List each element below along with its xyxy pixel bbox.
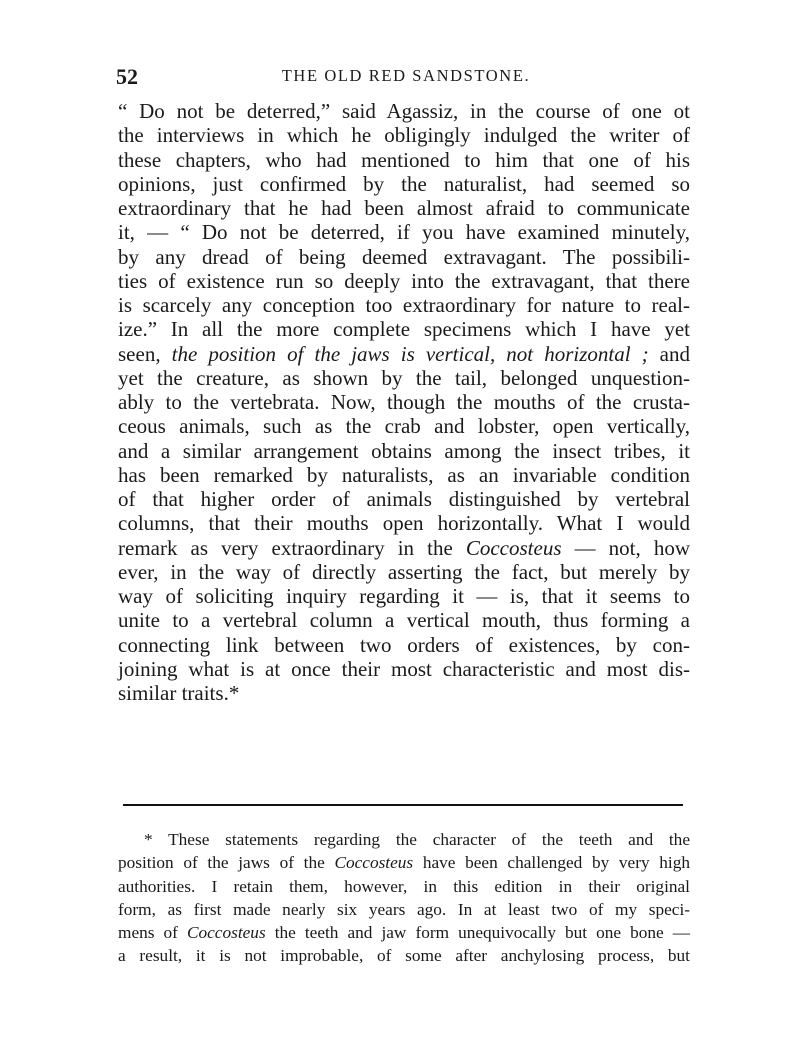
footnote-line <box>118 828 690 851</box>
text-run: and <box>648 341 690 366</box>
text-run: connecting link between two orders of existences, by con- <box>118 632 690 657</box>
body-line <box>118 317 690 341</box>
body-line <box>118 633 690 657</box>
body-line <box>118 269 690 293</box>
body-line <box>118 657 690 681</box>
footnote-line <box>118 921 690 944</box>
text-run: has been remarked by naturalists, as an invariable condition <box>118 462 690 487</box>
text-run: ize.” In all the more complete specimens which I have yet <box>118 317 690 342</box>
text-run: ties of existence run so deeply into the extravagant, that there <box>118 268 690 293</box>
body-line <box>118 342 690 366</box>
text-run: these chapters, who had mentioned to him that one of his <box>118 147 690 172</box>
text-run: authorities. I retain them, however, in this edition in their original <box>118 876 690 896</box>
text-run: ably to the vertebrata. Now, though the mouths of the crusta- <box>118 390 690 414</box>
body-line <box>118 293 690 317</box>
body-line <box>118 99 690 123</box>
text-run: and a similar arrangement obtains among the insect tribes, it <box>118 438 690 463</box>
footnote-line <box>118 851 690 874</box>
text-run: “ Do not be deterred,” said Agassiz, in the course of one ot <box>118 99 690 123</box>
body-line <box>118 439 690 463</box>
text-run: ever, in the way of directly asserting the fact, but merely by <box>118 559 690 584</box>
text-run: similar traits.* <box>118 681 240 705</box>
text-run: form, as first made nearly six years ago. In at least two of my speci- <box>118 899 690 919</box>
body-line <box>118 608 690 632</box>
text-run: joining what is at once their most characteristic and most dis- <box>118 656 690 681</box>
body-line <box>118 123 690 147</box>
text-run: extraordinary that he had been almost afraid to communicate <box>118 196 690 220</box>
text-run: of that higher order of animals distinguished by vertebral <box>118 487 690 511</box>
text-run: way of soliciting inquiry regarding it — is, that it seems to <box>118 584 690 608</box>
text-run: columns, that their mouths open horizontally. What I would <box>118 511 690 536</box>
text-run: ceous animals, such as the crab and lobster, open vertically, <box>118 414 690 439</box>
text-run: the teeth and jaw form unequivocally but one bone — <box>265 923 691 943</box>
body-line <box>118 487 690 511</box>
body-line <box>118 414 690 438</box>
running-head: THE OLD RED SANDSTONE. <box>281 66 531 85</box>
text-run: * These statements regarding the character of the teeth and the <box>144 830 690 849</box>
text-run: it, — “ Do not be deterred, if you have examined minutely, <box>118 220 690 245</box>
footnote-line <box>118 944 690 967</box>
text-run: seen, <box>118 341 172 366</box>
body-line <box>118 463 690 487</box>
page-number: 52 <box>116 64 138 89</box>
body-line <box>118 390 690 414</box>
text-run: remark as very extraordinary in the <box>118 535 466 560</box>
body-line <box>118 584 690 608</box>
body-line <box>118 148 690 172</box>
text-run: the interviews in which he obligingly indulged the writer of <box>118 123 690 148</box>
footnote-line <box>118 898 690 921</box>
text-run: unite to a vertebral column a vertical mouth, thus forming a <box>118 608 690 633</box>
body-line <box>118 196 690 220</box>
footnote-rule <box>123 804 683 806</box>
body-line <box>118 172 690 196</box>
italic-text: Coccosteus <box>186 923 266 943</box>
body-line <box>118 560 690 584</box>
footnote-line <box>118 875 690 898</box>
body-line <box>118 245 690 269</box>
main-text-block <box>118 99 690 705</box>
text-run: yet the creature, as shown by the tail, belonged unquestion- <box>118 365 690 390</box>
italic-text: Coccosteus <box>465 535 562 560</box>
body-line <box>118 366 690 390</box>
text-run: opinions, just confirmed by the naturalist, had seemed so <box>118 171 690 196</box>
text-run: a result, it is not improbable, of some after anchylosing process, but <box>118 946 690 966</box>
body-line <box>118 220 690 244</box>
text-run: position of the jaws of the <box>118 853 335 873</box>
text-run: have been challenged by very high <box>413 853 690 873</box>
body-line <box>118 511 690 535</box>
text-run: is scarcely any conception too extraordinary for nature to real- <box>118 293 690 317</box>
body-line <box>118 681 690 705</box>
footnote-block <box>118 828 690 968</box>
italic-text: the position of the jaws is vertical, not horizontal ; <box>171 341 649 366</box>
body-line <box>118 536 690 560</box>
text-run: mens of <box>118 923 187 943</box>
text-run: — not, how <box>561 535 691 560</box>
text-run: by any dread of being deemed extravagant. The possibili- <box>118 244 690 269</box>
italic-text: Coccosteus <box>334 853 414 873</box>
